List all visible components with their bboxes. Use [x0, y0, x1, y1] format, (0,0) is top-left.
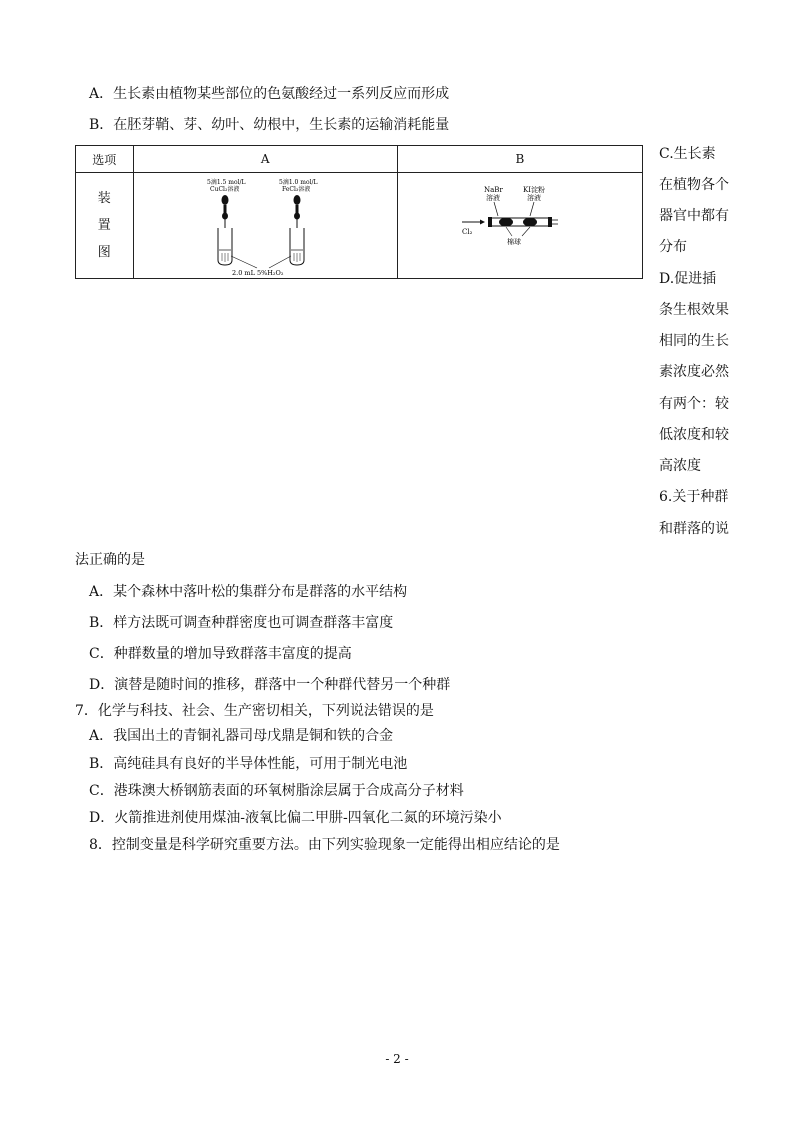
q7-stem: 7．化学与科技、社会、生产密切相关，下列说法错误的是	[75, 703, 434, 719]
q6-stem-cont: 法正确的是	[75, 552, 145, 568]
q5-option-b: B．在胚芽鞘、芽、幼叶、幼根中，生长素的运输消耗能量	[89, 117, 450, 133]
page-number: - 2 -	[385, 1052, 409, 1066]
q5-option-a: A．生长素由植物某些部位的色氨酸经过一系列反应而形成	[89, 86, 450, 102]
table-row-label	[76, 173, 134, 279]
right-reagent-line2: FeCl₃溶液	[282, 185, 311, 193]
q6-option-d: D．演替是随时间的推移，群落中一个种群代替另一个种群	[89, 677, 451, 693]
diagram-a-cell	[133, 173, 397, 279]
left-reagent-line1: 5滴1.5 mol/L	[207, 178, 246, 186]
q7-option-d: D．火箭推进剂使用煤油-液氧比偏二甲肼-四氧化二氮的环境污染小	[89, 810, 502, 826]
q5-option-d-line: 低浓度和较	[659, 427, 729, 443]
right-dropper	[294, 195, 301, 228]
q5-option-c-line: C.生长素	[659, 146, 716, 162]
test-tube-diagram	[185, 176, 345, 276]
table-header-a: A	[133, 146, 397, 173]
experiment-table	[75, 145, 643, 279]
right-test-tube	[290, 228, 304, 265]
row-label-char: 图	[97, 245, 111, 260]
ki-label-line1: KI淀粉	[522, 185, 545, 194]
nabr-label-line1: NaBr	[483, 185, 503, 194]
left-test-tube	[218, 228, 232, 265]
q5-option-d-line: 相同的生长	[659, 333, 729, 349]
ki-cotton-ball	[523, 217, 537, 226]
row-label-char: 装	[97, 191, 111, 206]
q5-option-c-line: 分布	[659, 239, 687, 255]
q6-stem-line: 和群落的说	[659, 521, 729, 537]
left-dropper	[222, 195, 229, 228]
q6-option-b: B．样方法既可调查种群密度也可调查群落丰富度	[89, 615, 394, 631]
q5-option-d-line: 有两个：较	[659, 396, 729, 412]
row-label-char: 置	[97, 218, 111, 233]
q6-option-a: A．某个森林中落叶松的集群分布是群落的水平结构	[89, 584, 408, 600]
q7-option-a: A．我国出土的青铜礼器司母戊鼎是铜和铁的合金	[89, 728, 394, 744]
q8-stem: 8．控制变量是科学研究重要方法。由下列实验现象一定能得出相应结论的是	[89, 837, 560, 853]
q5-option-c-line: 器官中都有	[659, 208, 729, 224]
q7-option-b: B．高纯硅具有良好的半导体性能，可用于制光电池	[89, 756, 408, 772]
nabr-label-line2: 溶液	[485, 193, 500, 202]
q5-option-d-line: 素浓度必然	[659, 364, 729, 380]
left-reagent-line2: CuCl₂溶液	[210, 185, 240, 193]
right-reagent-line1: 5滴1.0 mol/L	[279, 178, 318, 186]
q7-option-c: C．港珠澳大桥钢筋表面的环氧树脂涂层属于合成高分子材料	[89, 783, 464, 799]
glass-tube-diagram	[440, 176, 600, 276]
diagram-b-cell	[397, 173, 642, 279]
q5-option-d-line: 高浓度	[659, 458, 701, 474]
q5-option-c-line: 在植物各个	[659, 177, 729, 193]
q6-stem-line: 6.关于种群	[659, 489, 729, 505]
q5-option-d-line: 条生根效果	[659, 302, 729, 318]
h2o2-label: 2.0 mL 5%H₂O₂	[232, 268, 284, 276]
ki-label-line2: 溶液	[526, 193, 541, 202]
q5-option-d-line: D.促进插	[659, 271, 717, 287]
table-header-b: B	[397, 146, 642, 173]
cotton-label: 棉球	[506, 237, 521, 246]
cl2-label: Cl₂	[461, 227, 473, 236]
table-header-option: 选项	[76, 146, 134, 173]
q6-option-c: C．种群数量的增加导致群落丰富度的提高	[89, 646, 352, 662]
nabr-cotton-ball	[499, 217, 513, 226]
